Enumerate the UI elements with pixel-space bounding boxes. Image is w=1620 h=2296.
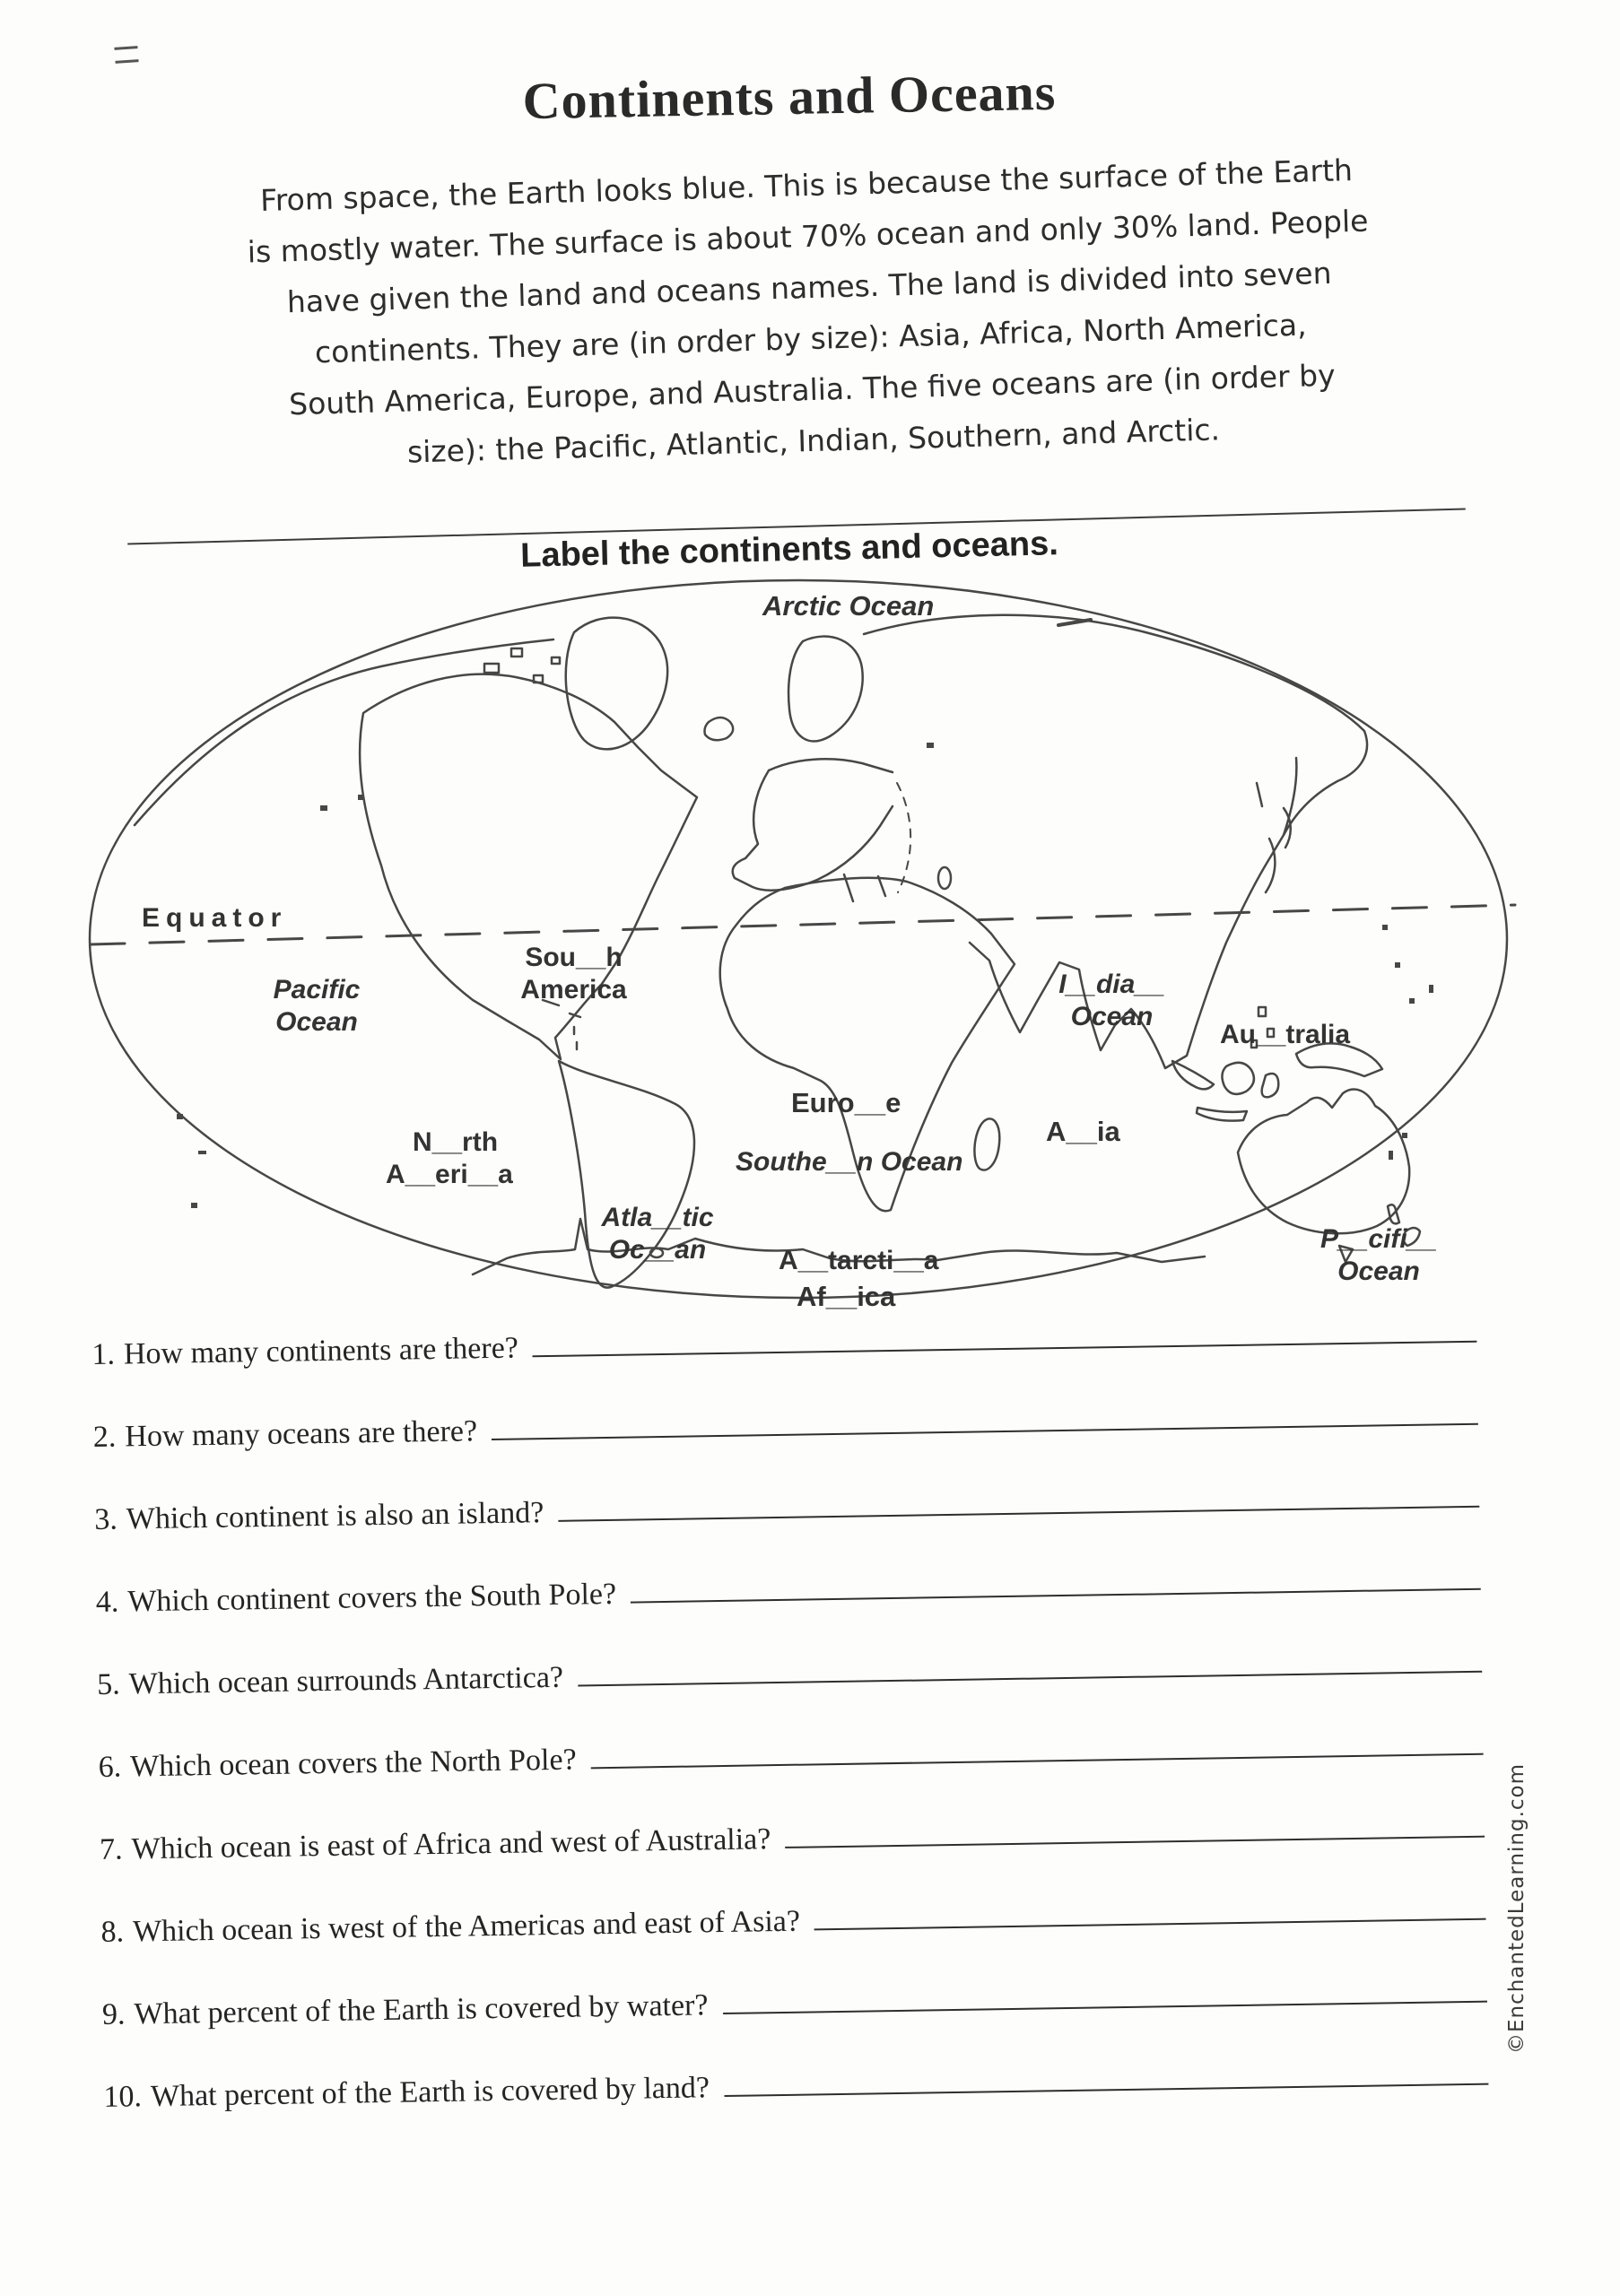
question-text: How many oceans are there? [125, 1414, 478, 1454]
question-row [91, 1308, 1481, 1372]
question-text: Which ocean covers the North Pole? [129, 1743, 577, 1784]
answer-blank-line [723, 2001, 1487, 2014]
map-label-line: Atla__tic [601, 1203, 714, 1232]
map-label-north-america [386, 1126, 547, 1191]
islands-japan [1257, 783, 1291, 892]
map-label-antarctica: A__tarcti__a [779, 1246, 939, 1275]
map-label-line: Ocean [1070, 1002, 1154, 1031]
answer-blank-line [558, 1506, 1479, 1522]
world-map-svg [85, 578, 1520, 1305]
question-text: What percent of the Earth is covered by land? [150, 2071, 710, 2114]
region-scandinavia [788, 637, 863, 742]
map-label-line: America [520, 975, 627, 1004]
island-greenland [566, 618, 667, 750]
question-text: Which continent covers the South Pole? [126, 1577, 617, 1619]
ural-boundary-dashed [897, 783, 910, 892]
intro-line: is mostly water. The surface is about 70% ocean and only 30% land. People [247, 203, 1369, 270]
question-number: 3. [94, 1502, 118, 1536]
intro-line: have given the land and oceans names. The land is divided into seven [286, 255, 1332, 320]
question-row [97, 1638, 1486, 1702]
continent-australia [1238, 1090, 1409, 1234]
question-text: Which ocean surrounds Antarctica? [128, 1660, 564, 1701]
question-row [98, 1720, 1487, 1785]
island-madagascar [974, 1118, 999, 1170]
map-label-line: N__rth [413, 1127, 499, 1157]
answer-blank-line [492, 1423, 1478, 1440]
question-row [102, 1968, 1492, 2032]
question-number: 6. [98, 1750, 122, 1784]
question-number: 9. [101, 1997, 126, 2031]
map-label-southern-ocean: Southe__n Ocean [736, 1147, 963, 1177]
answer-blank-line [533, 1341, 1476, 1358]
caspian-sea [938, 867, 951, 889]
map-label-africa: Af__ica [797, 1281, 896, 1312]
question-number: 10. [103, 2080, 143, 2114]
question-row [92, 1390, 1482, 1455]
question-number: 1. [91, 1337, 116, 1371]
map-label-line: P__cifi__ [1320, 1224, 1438, 1254]
question-row [100, 1885, 1490, 1950]
map-label-australia: Au__tralia [1220, 1020, 1351, 1049]
world-map [85, 578, 1520, 1312]
question-text: Which ocean is east of Africa and west of Australia? [131, 1822, 771, 1866]
map-label-arctic-ocean: Arctic Ocean [762, 590, 935, 622]
map-label-europe: Euro__e [791, 1087, 901, 1118]
intro-line: continents. They are (in order by size): Asia, Africa, North America, [314, 307, 1308, 370]
map-label-line: A__eri__a [386, 1160, 513, 1189]
island-sumatra [1172, 1061, 1214, 1089]
question-number: 8. [100, 1915, 125, 1949]
continent-europe [733, 759, 893, 890]
question-row [95, 1555, 1485, 1620]
question-row [94, 1473, 1484, 1537]
map-label-pacific-ocean-east [1302, 1223, 1455, 1288]
map-label-line: Ocean [1337, 1257, 1420, 1286]
answer-blank-line [785, 1836, 1485, 1848]
question-text: How many continents are there? [123, 1331, 519, 1371]
islands-caribbean [543, 1000, 580, 1049]
map-label-line: Pacific [273, 975, 361, 1004]
map-label-line: Ocean [275, 1007, 358, 1037]
question-row [103, 2050, 1493, 2115]
map-label-pacific-ocean-west [258, 974, 375, 1039]
map-label-south-america [504, 942, 643, 1006]
answer-blank-line [578, 1671, 1482, 1687]
question-text: Which ocean is west of the Americas and east of Asia? [132, 1904, 801, 1949]
answer-blank-line [591, 1753, 1484, 1770]
copyright-vertical-text: ©EnchantedLearning.com [1505, 1762, 1529, 2055]
answer-blank-line [724, 2083, 1488, 2097]
equator-line [91, 905, 1515, 944]
question-number: 5. [96, 1667, 121, 1701]
answer-blank-line [814, 1918, 1485, 1931]
map-label-line: Sou__h [525, 943, 623, 972]
question-list [91, 1308, 1493, 2154]
island-iceland [705, 718, 734, 740]
answer-blank-line [631, 1588, 1481, 1604]
map-label-indian-ocean [1042, 969, 1181, 1033]
question-text: What percent of the Earth is covered by water? [134, 1988, 709, 2031]
scan-artifact [114, 46, 138, 64]
island-borneo [1222, 1063, 1253, 1094]
map-label-equator: Equator [142, 903, 288, 933]
island-sulawesi [1262, 1074, 1279, 1097]
question-row [100, 1803, 1489, 1867]
map-label-atlantic-ocean [581, 1202, 734, 1266]
coastline-arctic [135, 639, 553, 825]
island-java [1197, 1108, 1247, 1121]
page-title: Continents and Oceans [522, 62, 1057, 131]
question-text: Which continent is also an island? [126, 1496, 544, 1536]
map-label-line: I__dia__ [1058, 970, 1165, 999]
intro-paragraph [0, 137, 1620, 489]
intro-line: South America, Europe, and Australia. The five oceans are (in order by [288, 357, 1337, 422]
map-label-asia: A__ia [1046, 1116, 1120, 1147]
question-number: 2. [92, 1420, 117, 1454]
section-heading: Label the continents and oceans. [519, 525, 1059, 575]
question-number: 4. [95, 1585, 119, 1619]
question-number: 7. [99, 1832, 123, 1866]
intro-line: From space, the Earth looks blue. This is because the surface of the Earth [259, 152, 1354, 219]
map-label-line: Oc__an [608, 1235, 707, 1265]
intro-line: size): the Pacific, Atlantic, Indian, Southern, and Arctic. [406, 412, 1221, 470]
